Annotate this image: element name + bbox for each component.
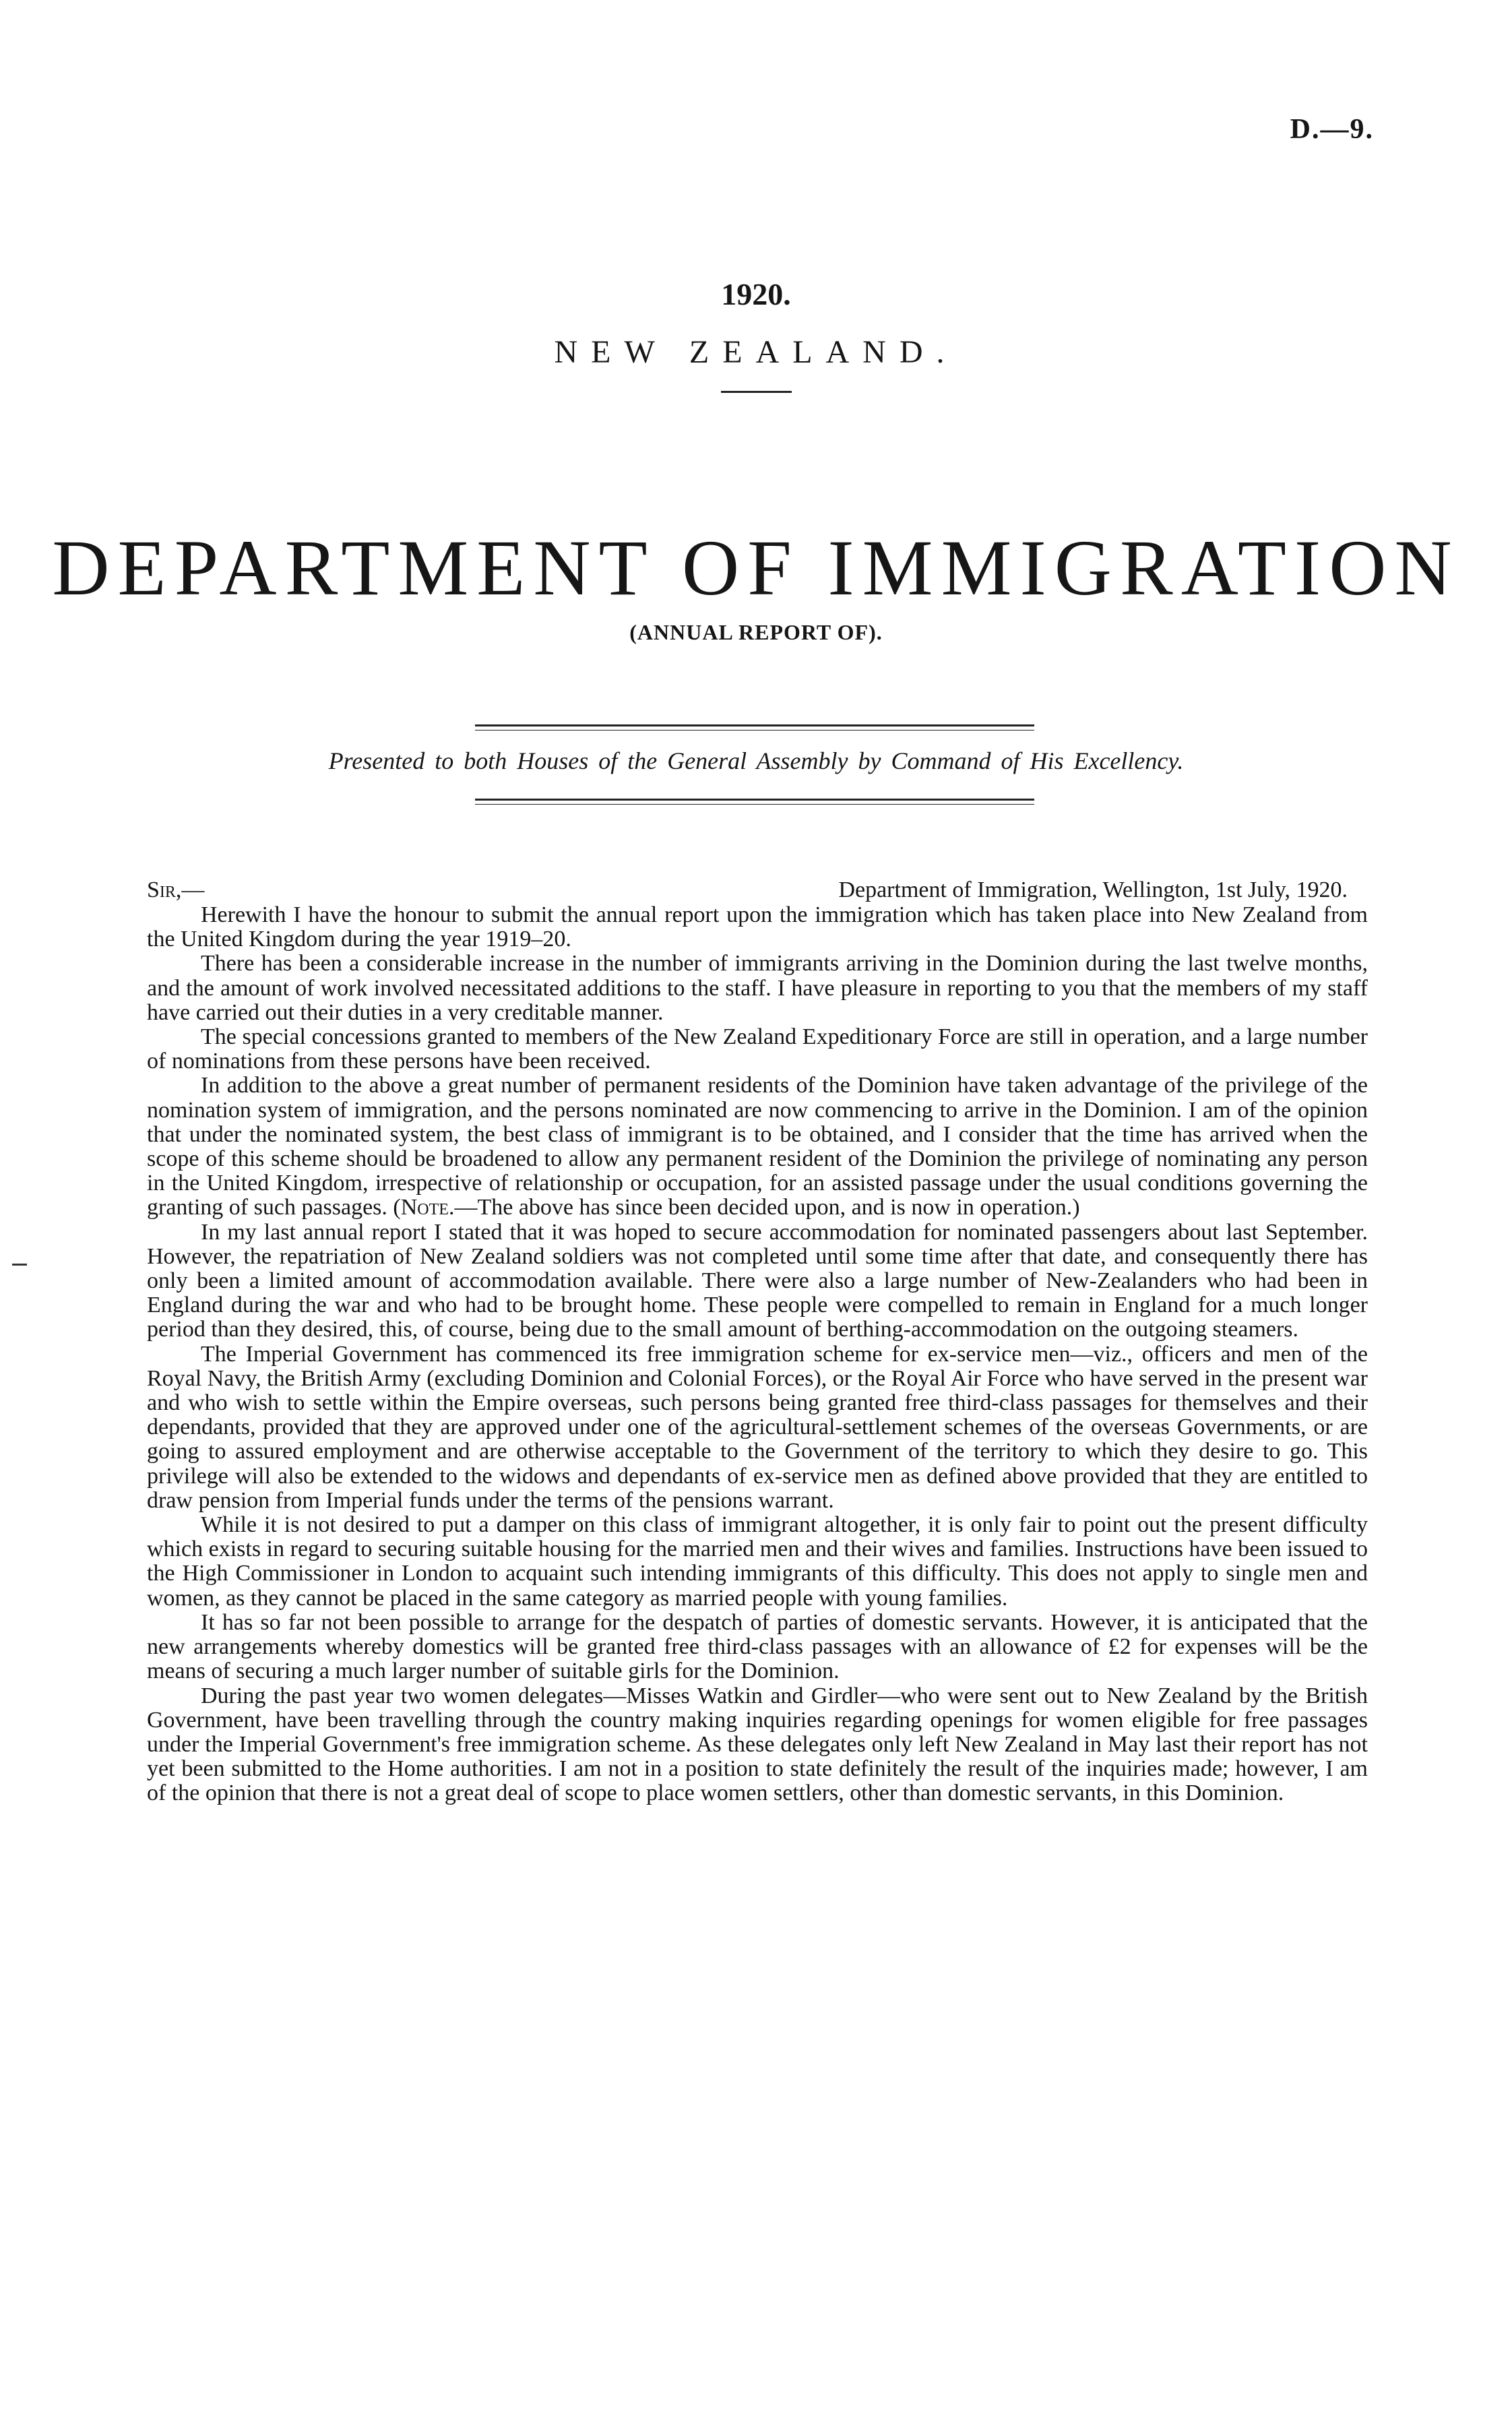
note-text: —The above has since been decided upon, and is now in operation.)	[454, 1195, 1080, 1220]
country-heading: NEW ZEALAND.	[554, 334, 958, 370]
paragraph: During the past year two women delegates—Misses Watkin and Girdler—who were sent out to New Zealand by the British Government, have been travelling through the country making inquiries regarding openings for women eligible for free passages under the Imperial Government's free immigration scheme. As these delegates only left New Zealand in May last their report has not yet been submitted to the Home authorities. I am not in a position to state definitely the result of the inquiries made; however, I am of the opinion that there is not a great deal of scope to place women settlers, other than domestic servants, in this Dominion.	[147, 1683, 1368, 1806]
double-divider-bottom	[475, 799, 1034, 805]
report-year: 1920.	[721, 277, 791, 311]
paragraph: In my last annual report I stated that it was hoped to secure accommodation for nominated passengers about last September. However, the repatriation of New Zealand soldiers was not completed until some time after that date, and consequently there has only been a limited amount of accommodation available. There were also a large number of New-Zealanders who had been in England during the war and who had to be brought home. These people were compelled to remain in England for a much longer period than they desired, this, of course, being due to the small amount of berthing-accommodation on the outgoing steamers.	[147, 1219, 1368, 1342]
short-divider	[721, 391, 792, 393]
note-label: Note.	[400, 1195, 455, 1220]
paragraph: While it is not desired to put a damper on this class of immigrant altogether, it is only fair to point out the present difficulty which exists in regard to securing suitable housing for the married men and their wives and families. Instructions have been issued to the High Commissioner in London to acquaint such intending immigrants of this difficulty. This does not apply to single men and women, as they cannot be placed in the same category as married people with young families.	[147, 1512, 1368, 1611]
department-title: DEPARTMENT OF IMMIGRATION	[52, 524, 1460, 612]
paragraph-with-note	[147, 1074, 1368, 1220]
paragraph: The special concessions granted to members of the New Zealand Expeditionary Force are still in operation, and a large number of nominations from these persons have been received.	[147, 1024, 1368, 1074]
paragraph-text: In addition to the above a great number of permanent residents of the Dominion have taken advantage of the privilege of the nomination system of immigration, and the persons nominated are now commencing to arrive in the Dominion. I am of the opinion that under the nominated system, the best class of immigrant is to be obtained, and I consider that the time has arrived when the scope of this scheme should be broadened to allow any permanent resident of the Dominion the privilege of nominating any person in the United Kingdom, irrespective of relationship or occupation, for an assisted passage under the usual conditions governing the granting of such passages. (	[147, 1073, 1368, 1220]
paragraph: The Imperial Government has commenced its free immigration scheme for ex-service men—viz., officers and men of the Royal Navy, the British Army (excluding Dominion and Colonial Forces), or the Royal Air Force who have served in the present war and who wish to settle within the Empire overseas, such persons being granted free third-class passages for themselves and their dependants, provided that they are approved under one of the agricultural-settlement schemes of the overseas Governments, or are going to assured employment and are otherwise acceptable to the Government of the territory to which they desire to go. This privilege will also be extended to the widows and dependants of ex-service men as defined above provided that they are entitled to draw pension from Imperial funds under the terms of the pensions warrant.	[147, 1341, 1368, 1513]
paragraph: There has been a considerable increase in the number of immigrants arriving in the Dominion during the last twelve months, and the amount of work involved necessitated additions to the staff. I have pleasure in reporting to you that the members of my staff have carried out their duties in a very creditable manner.	[147, 951, 1368, 1025]
report-subtitle: (ANNUAL REPORT OF).	[629, 620, 883, 644]
double-divider-top	[475, 724, 1034, 731]
letter-head	[147, 878, 1368, 903]
margin-mark	[12, 1264, 27, 1266]
paragraph: Herewith I have the honour to submit the annual report upon the immigration which has taken place into New Zealand from the United Kingdom during the year 1919–20.	[147, 902, 1368, 952]
page-number: D.—9.	[1290, 114, 1374, 145]
presented-line: Presented to both Houses of the General Assembly by Command of His Excellency.	[328, 747, 1184, 774]
salutation: Sir,—	[147, 877, 205, 902]
dateline: Department of Immigration, Wellington, 1st July, 1920.	[838, 877, 1348, 902]
letter-body	[147, 878, 1368, 1806]
paragraph: It has so far not been possible to arrange for the despatch of parties of domestic servants. However, it is anticipated that the new arrangements whereby domestics will be granted free third-class passages with an allowance of £2 for expenses will be the means of securing a much larger number of suitable girls for the Dominion.	[147, 1609, 1368, 1684]
